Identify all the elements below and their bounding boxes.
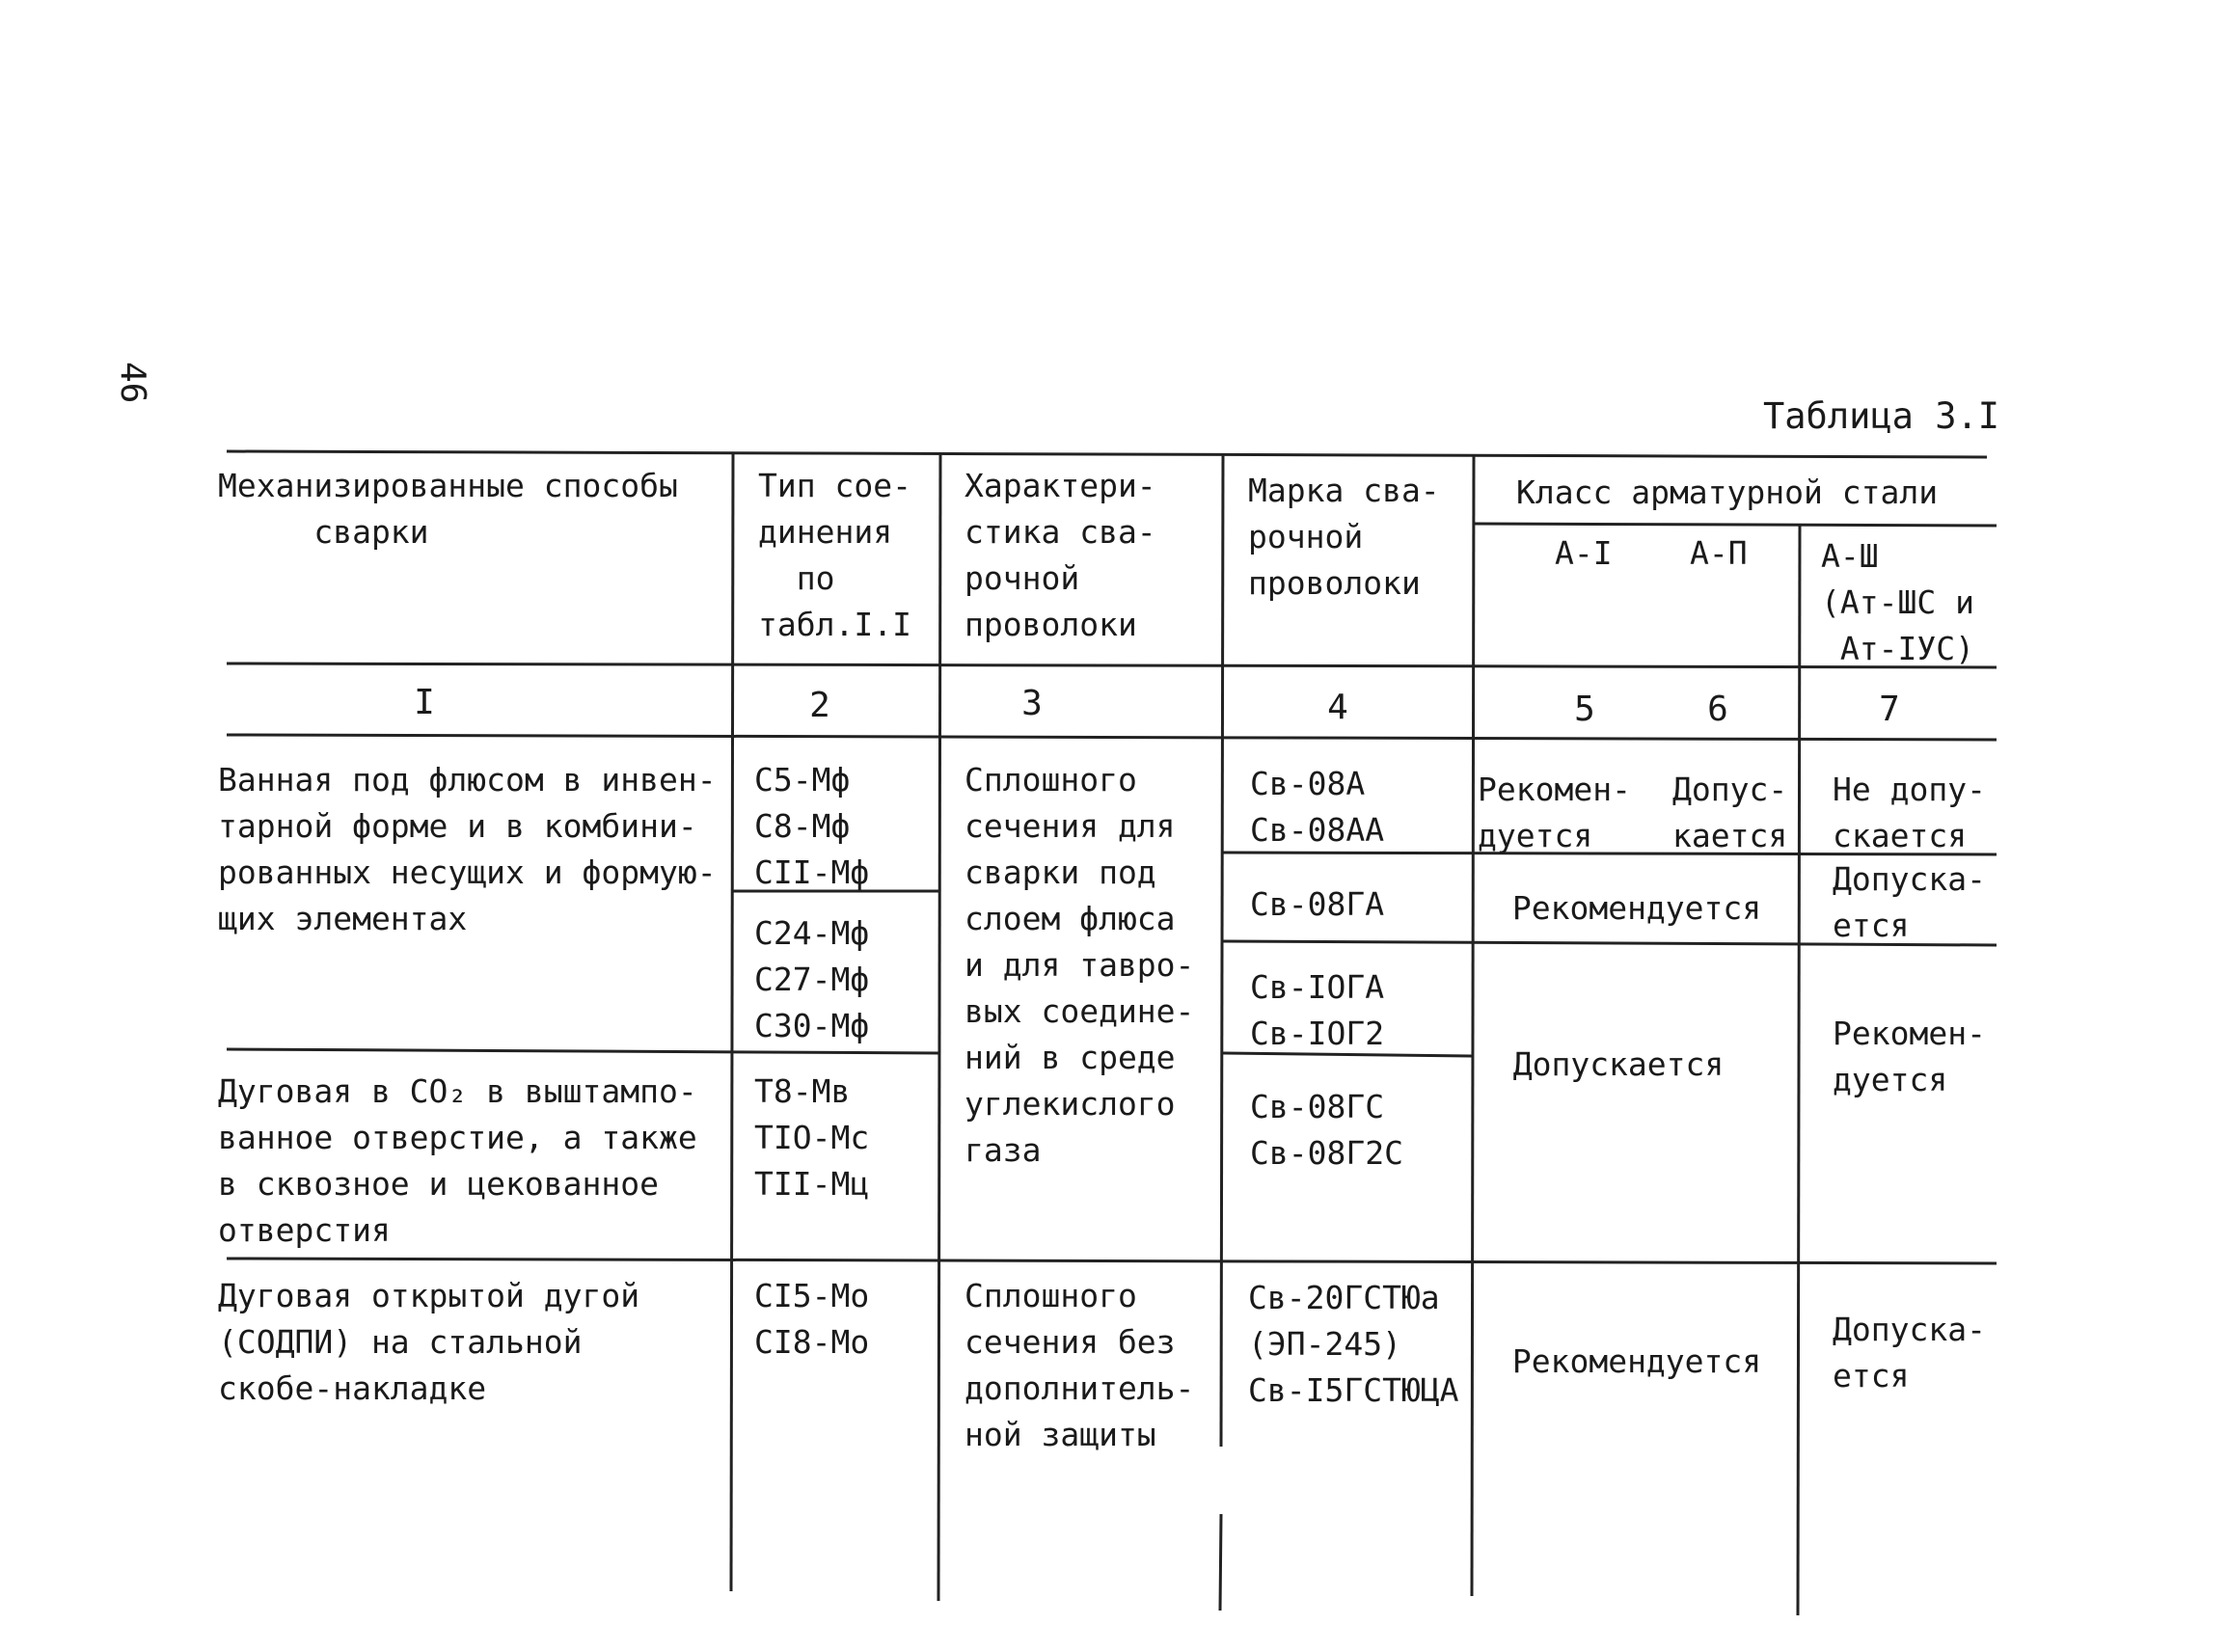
row1-wire-grade-c: Св-IОГА Св-IОГ2 bbox=[1250, 968, 1385, 1052]
row1-2-a1-a2: Допускается bbox=[1512, 1045, 1725, 1083]
column-number-7: 7 bbox=[1879, 690, 1900, 729]
header-wire-characteristic: Характери- стика сва- рочной проволоки bbox=[965, 467, 1156, 643]
row2-wire-grade: Св-08ГС Св-08Г2С bbox=[1250, 1088, 1403, 1172]
page-number: 46 bbox=[113, 362, 152, 404]
column-number-4: 4 bbox=[1327, 688, 1348, 727]
row1-a3-a: Не допу- скается bbox=[1833, 771, 1986, 854]
row1-a1-a2-b: Рекомендуется bbox=[1511, 889, 1762, 927]
column-number-2: 2 bbox=[809, 686, 830, 725]
row2-method: Дуговая в СО₂ в выштампо- ванное отверстие, а также в сквозное и цекованное отверстия bbox=[218, 1072, 697, 1249]
row1-a1-a: Рекомен- дуется bbox=[1478, 771, 1631, 854]
row3-a1-a2: Рекомендуется bbox=[1511, 1342, 1762, 1380]
row1-a3-b: Допуска- ется bbox=[1833, 860, 1986, 944]
row3-method: Дуговая открытой дугой (СОДПИ) на стальной скобе-накладке bbox=[218, 1277, 640, 1407]
column-number-1: I bbox=[414, 683, 435, 722]
header-a1: А-I bbox=[1555, 534, 1613, 572]
row1-wire-grade-a: Св-08А Св-08АА bbox=[1250, 765, 1385, 849]
header-steel-class: Класс арматурной стали bbox=[1516, 474, 1939, 511]
column-number-5: 5 bbox=[1574, 690, 1595, 729]
row1-wire-characteristic: Сплошного сечения для сварки под слоем флюса и для тавро- вых соедине- ний в среде углекислого газа bbox=[965, 761, 1195, 1169]
table-title: Таблица 3.I bbox=[1763, 395, 2000, 437]
header-joint-type: Тип сое- динения по табл.I.I bbox=[758, 467, 911, 643]
row2-joint-types: Т8-Мв ТIО-Мс ТII-Мц bbox=[754, 1072, 870, 1203]
header-methods: Механизированные способы сварки bbox=[218, 467, 678, 551]
row1-joint-types-b: С24-Мф С27-Мф С30-Мф bbox=[754, 914, 870, 1044]
row3-a3: Допуска- ется bbox=[1833, 1311, 1986, 1395]
column-number-3: 3 bbox=[1021, 684, 1043, 723]
column-number-6: 6 bbox=[1707, 690, 1728, 729]
header-wire-grade: Марка сва- рочной проволоки bbox=[1248, 472, 1440, 602]
row1-2-a3: Рекомен- дуется bbox=[1833, 1015, 1986, 1098]
header-a2: А-П bbox=[1690, 534, 1748, 572]
row1-method: Ванная под флюсом в инвен- тарной форме и в комбини- рованных несущих и формую- щих элементах bbox=[218, 761, 717, 937]
row3-wire-grade: Св-20ГСТЮа (ЭП-245) Св-I5ГСТЮЦА bbox=[1248, 1279, 1459, 1409]
header-a3: А-Ш (Ат-ШС и Ат-IУС) bbox=[1821, 537, 1974, 667]
row3-joint-types: СI5-Мо СI8-Мо bbox=[754, 1277, 870, 1361]
row3-wire-characteristic: Сплошного сечения без дополнитель- ной защиты bbox=[965, 1277, 1195, 1453]
row1-joint-types-a: С5-Мф С8-Мф СII-Мф bbox=[754, 761, 870, 891]
row1-a2-a: Допус- кается bbox=[1672, 771, 1788, 854]
row1-wire-grade-b: Св-08ГА bbox=[1250, 885, 1385, 923]
